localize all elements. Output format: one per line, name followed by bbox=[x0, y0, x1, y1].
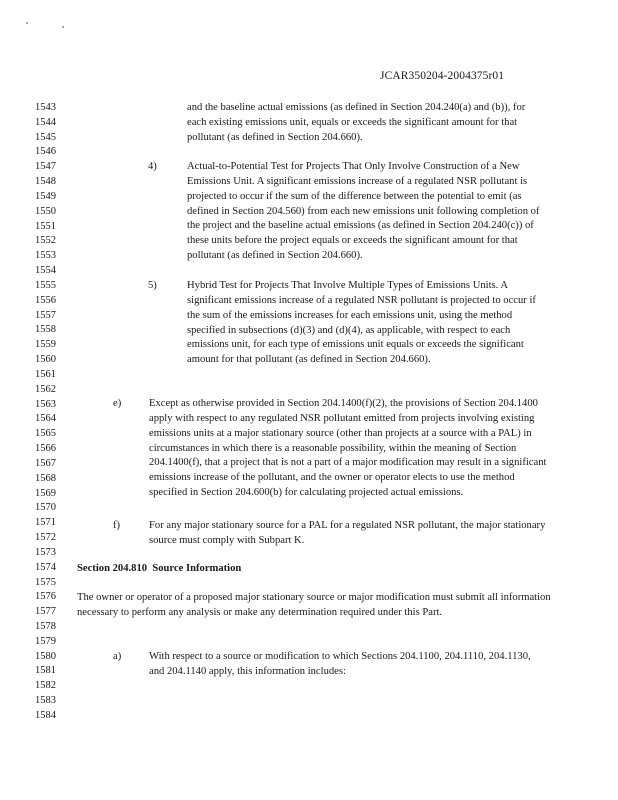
line-number-gutter bbox=[35, 101, 65, 724]
line-number: 1547 bbox=[35, 161, 56, 173]
item-a-paragraph bbox=[149, 650, 547, 680]
section-heading bbox=[77, 562, 241, 577]
item-f-label: f) bbox=[113, 520, 121, 531]
line-number: 1571 bbox=[35, 517, 56, 529]
line-number: 1554 bbox=[35, 265, 56, 277]
line-number: 1543 bbox=[35, 102, 56, 113]
section-number: Section 204.810 bbox=[77, 563, 148, 574]
line-number: 1558 bbox=[35, 324, 56, 336]
item-4-text: Actual-to-Potential Test for Projects That Only Involve Construction of a New Emissions Unit. A significant emissions increase of a regulated NSR pollutant is projected to occur if the sum of the difference between the potential to emit (as defined in Section 204.560) from each new emissions unit following completion of the project and the baseline actual emissions (as defined in Section 204.240(c)) of these units before the project equals or exceeds the significant amount for that pollutant (as defined in Section 204.660). bbox=[187, 161, 540, 262]
line-number: 1546 bbox=[35, 146, 56, 158]
line-number: 1563 bbox=[35, 398, 56, 410]
line-number: 1573 bbox=[35, 546, 56, 558]
item-5-text: Hybrid Test for Projects That Involve Multiple Types of Emissions Units. A significant emissions increase of a regulated NSR pollutant is projected to occur if the sum of the emissions increases for each emissions unit, using the method specified in subsections (d)(3) and (d)(4), as applicable, with respect to each emissions unit, for each type of emissions unit equals or exceeds the significant amount for that pollutant (as defined in Section 204.660). bbox=[187, 280, 536, 366]
document-id-header: JCAR350204-2004375r01 bbox=[380, 70, 505, 82]
item-e-text: Except as otherwise provided in Section 204.1400(f)(2), the provisions of Section 204.1400 apply with respect to any regulated NSR pollutant emitted from projects involving existing emissions units at a major stationary source (other than projects at a source with a PAL) in circumstances in which there is a reasonable possibility, within the meaning of Section 204.1400(f), that a project that is not a part of a major modification may result in a significant emissions increase of the pollutant, and the owner or operator elects to use the method specified in Section 204.600(b) for calculating projected actual emissions. bbox=[149, 398, 547, 499]
line-number: 1580 bbox=[35, 650, 56, 662]
line-number: 1579 bbox=[35, 635, 56, 647]
line-number: 1582 bbox=[35, 680, 56, 692]
line-number: 1565 bbox=[35, 428, 56, 440]
line-number: 1552 bbox=[35, 235, 56, 247]
item-f-text: For any major stationary source for a PAL for a regulated NSR pollutant, the major stationary source must comply with Subpart K. bbox=[149, 520, 546, 546]
section-intro-text: The owner or operator of a proposed major stationary source or major modification must submit all information necessary to perform any analysis or make any determination required under this Part. bbox=[77, 592, 551, 618]
line-number: 1566 bbox=[35, 443, 56, 455]
item-5-label: 5) bbox=[148, 280, 157, 291]
line-number: 1550 bbox=[35, 205, 56, 217]
item-4-label: 4) bbox=[148, 161, 157, 172]
line-number: 1584 bbox=[35, 709, 56, 721]
line-number: 1548 bbox=[35, 176, 56, 188]
line-number: 1569 bbox=[35, 487, 56, 499]
line-number: 1567 bbox=[35, 457, 56, 469]
line-number: 1583 bbox=[35, 695, 56, 707]
item-f-paragraph bbox=[149, 519, 547, 549]
line-number: 1575 bbox=[35, 576, 56, 588]
line-number: 1559 bbox=[35, 339, 56, 351]
item-4-paragraph bbox=[187, 160, 547, 264]
line-number: 1564 bbox=[35, 413, 56, 425]
line-number: 1581 bbox=[35, 665, 56, 677]
line-number: 1572 bbox=[35, 532, 56, 544]
line-number: 1556 bbox=[35, 294, 56, 306]
line-number: 1570 bbox=[35, 502, 56, 514]
item-a-label: a) bbox=[113, 651, 122, 662]
line-number: 1561 bbox=[35, 368, 56, 380]
line-number: 1544 bbox=[35, 116, 56, 128]
line-number: 1578 bbox=[35, 620, 56, 632]
line-number: 1568 bbox=[35, 472, 56, 484]
item-e-paragraph bbox=[149, 397, 547, 501]
section-title: Source Information bbox=[152, 563, 242, 574]
line-number: 1562 bbox=[35, 383, 56, 395]
line-number: 1551 bbox=[35, 220, 56, 232]
line-number: 1555 bbox=[35, 279, 56, 291]
scan-speck-mark bbox=[26, 22, 28, 24]
line-number: 1545 bbox=[35, 131, 56, 143]
line-number: 1560 bbox=[35, 354, 56, 366]
line-number: 1549 bbox=[35, 190, 56, 202]
item-5-paragraph bbox=[187, 279, 547, 368]
line-number: 1576 bbox=[35, 591, 56, 603]
section-intro-paragraph bbox=[77, 591, 552, 621]
continuation-paragraph-text: and the baseline actual emissions (as defined in Section 204.240(a) and (b)), for each existing emissions unit, equals or exceeds the significant amount for that pollutant (as defined in Section 204.660). bbox=[187, 102, 526, 143]
line-number: 1574 bbox=[35, 561, 56, 573]
scan-speck-mark bbox=[62, 26, 64, 28]
line-number: 1557 bbox=[35, 309, 56, 321]
item-e-label: e) bbox=[113, 398, 122, 409]
continuation-paragraph bbox=[187, 101, 547, 146]
item-a-text: With respect to a source or modification to which Sections 204.1100, 204.1110, 204.1130, and 204.1140 apply, this information includes: bbox=[149, 651, 531, 677]
line-number: 1553 bbox=[35, 250, 56, 262]
line-number: 1577 bbox=[35, 606, 56, 618]
